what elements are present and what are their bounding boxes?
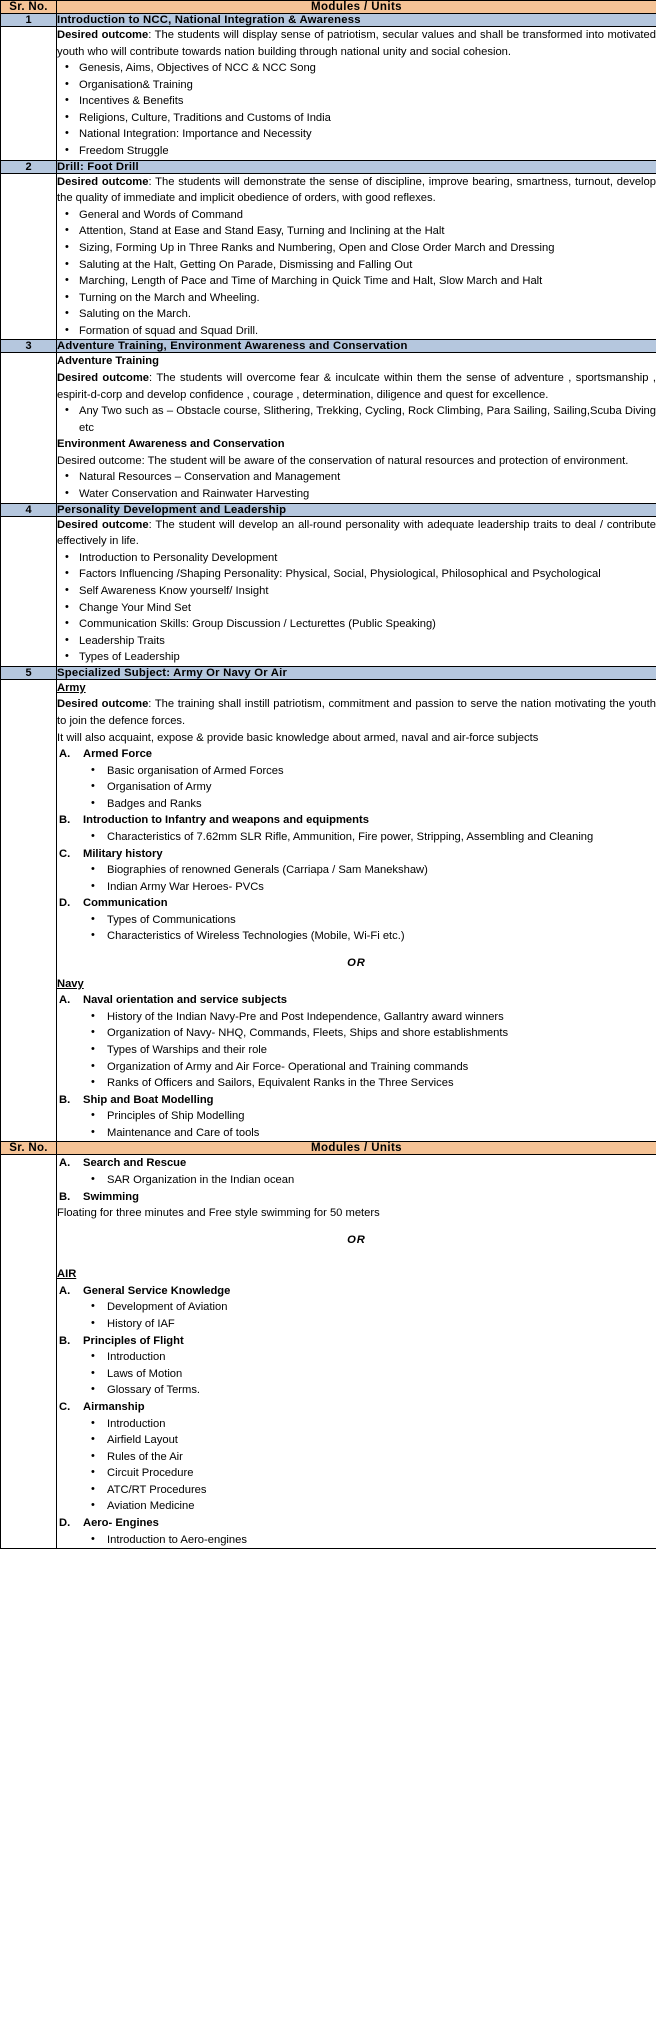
army-heading-wrap — [57, 680, 656, 697]
section-letter: B. — [59, 1093, 71, 1106]
air-section-a — [57, 1283, 656, 1333]
unit-body-row-5-cont — [1, 1155, 656, 1549]
section-letter: B. — [59, 1334, 71, 1347]
section-title: Ship and Boat Modelling — [83, 1093, 214, 1106]
army-desired-outcome — [57, 696, 656, 729]
air-section-b-bullets — [83, 1349, 656, 1399]
list-item: • Types of Leadership — [57, 649, 656, 666]
list-item: • Introduction to Personality Development — [57, 550, 656, 567]
unit-content-4 — [57, 516, 656, 666]
unit-title-4: Personality Development and Leadership — [57, 503, 656, 516]
header-sr-no: Sr. No. — [1, 1, 57, 14]
sub-heading-adventure-training: Adventure Training — [57, 355, 159, 368]
unit-title-5: Specialized Subject: Army Or Navy Or Air — [57, 666, 656, 679]
section-title: Search and Rescue — [83, 1157, 187, 1170]
list-item: • Saluting at the Halt, Getting On Parade, Dismissing and Falling Out — [57, 257, 656, 274]
army-extra-line: It will also acquaint, expose & provide basic knowledge about armed, naval and air-force subjects — [57, 731, 539, 744]
section-letter: D. — [59, 1516, 71, 1529]
unit-body-row-3 — [1, 353, 656, 503]
list-item: • Change Your Mind Set — [57, 600, 656, 617]
table-header-row-repeat — [1, 1142, 656, 1155]
table-header-row — [1, 1, 656, 14]
section-title: Naval orientation and service subjects — [83, 994, 287, 1007]
list-item: • Aviation Medicine — [83, 1498, 656, 1515]
unit-content-5-cont — [57, 1155, 656, 1549]
list-item: • Development of Aviation — [83, 1299, 656, 1316]
unit-title-row-3 — [1, 340, 656, 353]
header-sr-no-repeat: Sr. No. — [1, 1142, 57, 1155]
army-desired-text: : The training shall instill patriotism, commitment and passion to serve the nation motivating the youth to join the defence forces. — [57, 698, 656, 727]
sub-heading-environment-awareness: Environment Awareness and Conservation — [57, 438, 285, 451]
unit-title-row-2 — [1, 160, 656, 173]
army-sections — [57, 746, 656, 945]
spacer — [57, 1252, 656, 1266]
list-item: • SAR Organization in the Indian ocean — [83, 1172, 656, 1189]
header-modules-repeat: Modules / Units — [57, 1142, 656, 1155]
unit-number-5: 5 — [1, 666, 57, 679]
section-letter: D. — [59, 897, 71, 910]
list-item: • Incentives & Benefits — [57, 93, 656, 110]
list-item: • Genesis, Aims, Objectives of NCC & NCC Song — [57, 60, 656, 77]
section-title: General Service Knowledge — [83, 1284, 231, 1297]
list-item: • Leadership Traits — [57, 633, 656, 650]
desired-outcome-3a — [57, 370, 656, 403]
desired-outcome-1 — [57, 27, 656, 60]
list-item: • Introduction to Aero-engines — [83, 1532, 656, 1549]
unit-number-1: 1 — [1, 14, 57, 27]
unit-number-blank-5-cont — [1, 1155, 57, 1549]
desired-outcome-2 — [57, 174, 656, 207]
list-item: • Saluting on the March. — [57, 306, 656, 323]
list-item: • Factors Influencing /Shaping Personality: Physical, Social, Physiological, Philosophical and Psychological — [57, 566, 656, 583]
list-item: • Characteristics of 7.62mm SLR Rifle, Ammunition, Fire power, Stripping, Assembling and Cleaning — [83, 829, 656, 846]
desired-outcome-3b — [57, 453, 656, 470]
air-section-d-bullets — [83, 1532, 656, 1549]
navy-section-b-bullets — [83, 1108, 656, 1141]
air-heading-wrap — [57, 1266, 656, 1283]
army-section-a — [57, 746, 656, 812]
desired-outcome-4 — [57, 517, 656, 550]
navy-cont-section-b — [57, 1189, 656, 1206]
unit-number-blank-4 — [1, 516, 57, 666]
list-item: • Basic organisation of Armed Forces — [83, 763, 656, 780]
list-item: • Rules of the Air — [83, 1449, 656, 1466]
army-section-d-bullets — [83, 912, 656, 945]
air-section-b — [57, 1333, 656, 1399]
section-title: Airmanship — [83, 1400, 145, 1413]
list-item: • Freedom Struggle — [57, 143, 656, 160]
list-item: • Turning on the March and Wheeling. — [57, 290, 656, 307]
unit-title-2: Drill: Foot Drill — [57, 160, 656, 173]
air-section-c — [57, 1399, 656, 1515]
unit-number-blank-2 — [1, 173, 57, 340]
list-item: • History of IAF — [83, 1316, 656, 1333]
list-item: • History of the Indian Navy-Pre and Post Independence, Gallantry award winners — [83, 1009, 656, 1026]
navy-section-a-bullets — [83, 1009, 656, 1092]
unit-title-row-4 — [1, 503, 656, 516]
desired-outcome-label-4: Desired outcome — [57, 518, 149, 531]
section-title: Swimming — [83, 1190, 139, 1203]
unit-content-3 — [57, 353, 656, 503]
list-item: • Organisation& Training — [57, 77, 656, 94]
unit-number-blank-1 — [1, 27, 57, 161]
section-title: Aero- Engines — [83, 1516, 159, 1529]
navy-sections — [57, 992, 656, 1141]
navy-section-b — [57, 1092, 656, 1142]
list-item: • Introduction — [83, 1349, 656, 1366]
army-section-b-bullets — [83, 829, 656, 846]
list-item: • Glossary of Terms. — [83, 1382, 656, 1399]
desired-outcome-text-3b: : The student will be aware of the conservation of natural resources and protection of environment. — [141, 454, 629, 467]
list-item: • Organization of Navy- NHQ, Commands, Fleets, Ships and shore establishments — [83, 1025, 656, 1042]
list-item: • Types of Warships and their role — [83, 1042, 656, 1059]
army-section-d — [57, 895, 656, 945]
unit-bullets-3a — [57, 403, 656, 436]
navy-cont-sections — [57, 1155, 656, 1205]
section-letter: A. — [59, 994, 71, 1007]
section-title: Introduction to Infantry and weapons and equipments — [83, 814, 369, 827]
unit-content-5 — [57, 679, 656, 1142]
army-section-b — [57, 812, 656, 845]
unit-number-2: 2 — [1, 160, 57, 173]
unit-bullets-1 — [57, 60, 656, 159]
army-section-c-bullets — [83, 862, 656, 895]
air-heading: AIR — [57, 1268, 77, 1281]
section-letter: B. — [59, 1190, 71, 1203]
list-item: • Any Two such as – Obstacle course, Slithering, Trekking, Cycling, Rock Climbing, Para Sailing, Sailing,Scuba Diving etc — [57, 403, 656, 436]
section-title: Principles of Flight — [83, 1334, 184, 1347]
section-title: Military history — [83, 847, 163, 860]
list-item: • Sizing, Forming Up in Three Ranks and Numbering, Open and Close Order March and Dressing — [57, 240, 656, 257]
list-item: • Formation of squad and Squad Drill. — [57, 323, 656, 340]
list-item: • General and Words of Command — [57, 207, 656, 224]
list-item: • Types of Communications — [83, 912, 656, 929]
list-item: • ATC/RT Procedures — [83, 1482, 656, 1499]
unit-body-row-1 — [1, 27, 656, 161]
or-separator-army-navy: OR — [347, 957, 366, 970]
or-separator-navy-air: OR — [347, 1233, 366, 1246]
list-item: • Ranks of Officers and Sailors, Equivalent Ranks in the Three Services — [83, 1075, 656, 1092]
unit-bullets-2 — [57, 207, 656, 340]
air-section-c-bullets — [83, 1416, 656, 1515]
list-item: • Organisation of Army — [83, 779, 656, 796]
unit-number-blank-5 — [1, 679, 57, 1142]
unit-number-3: 3 — [1, 340, 57, 353]
desired-outcome-label-2: Desired outcome — [57, 175, 149, 188]
navy-heading-wrap — [57, 976, 656, 993]
section-letter: B. — [59, 814, 71, 827]
army-desired-label: Desired outcome — [57, 698, 149, 711]
unit-bullets-3b — [57, 469, 656, 502]
section-letter: A. — [59, 1157, 71, 1170]
list-item: • Communication Skills: Group Discussion / Lecturettes (Public Speaking) — [57, 616, 656, 633]
navy-cont-section-a — [57, 1155, 656, 1188]
list-item: • Laws of Motion — [83, 1366, 656, 1383]
list-item: • Introduction — [83, 1416, 656, 1433]
army-section-a-bullets — [83, 763, 656, 813]
unit-title-row-5 — [1, 666, 656, 679]
list-item: • Indian Army War Heroes- PVCs — [83, 879, 656, 896]
list-item: • Biographies of renowned Generals (Carriapa / Sam Manekshaw) — [83, 862, 656, 879]
desired-outcome-text-2: : The students will demonstrate the sense of discipline, improve bearing, smartness, turnout, develop the quality of immediate and implicit obedience of orders, with good reflexes. — [57, 175, 656, 205]
header-modules: Modules / Units — [57, 1, 656, 14]
air-section-a-bullets — [83, 1299, 656, 1332]
list-item: • National Integration: Importance and Necessity — [57, 126, 656, 143]
list-item: • Circuit Procedure — [83, 1465, 656, 1482]
desired-outcome-label-3a: Desired outcome — [57, 371, 150, 384]
unit-content-1 — [57, 27, 656, 161]
desired-outcome-label-3b: Desired outcome — [57, 454, 142, 467]
list-item: • Marching, Length of Pace and Time of Marching in Quick Time and Halt, Slow March and Halt — [57, 273, 656, 290]
navy-heading: Navy — [57, 977, 84, 990]
list-item: • Badges and Ranks — [83, 796, 656, 813]
desired-outcome-label-1: Desired outcome — [57, 29, 149, 41]
list-item: • Characteristics of Wireless Technologies (Mobile, Wi-Fi etc.) — [83, 928, 656, 945]
swimming-detail-line: Floating for three minutes and Free style swimming for 50 meters — [57, 1207, 380, 1220]
unit-number-blank-3 — [1, 353, 57, 503]
list-item: • Airfield Layout — [83, 1432, 656, 1449]
army-section-c — [57, 846, 656, 896]
unit-body-row-5 — [1, 679, 656, 1142]
section-title: Communication — [83, 897, 168, 910]
unit-body-row-2 — [1, 173, 656, 340]
list-item: • Attention, Stand at Ease and Stand Easy, Turning and Inclining at the Halt — [57, 223, 656, 240]
section-letter: A. — [59, 1284, 71, 1297]
desired-outcome-text-3a: : The students will overcome fear & inculcate within them the sense of adventure , sportsmanship , espirit-d-corp and develop confidence , courage , determination, diligence and quest for excellence. — [57, 371, 656, 401]
list-item: • Principles of Ship Modelling — [83, 1108, 656, 1125]
list-item: • Natural Resources – Conservation and Management — [57, 469, 656, 486]
section-letter: C. — [59, 847, 71, 860]
section-letter: A. — [59, 748, 71, 761]
desired-outcome-text-1: : The students will display sense of patriotism, secular values and shall be transformed into motivated youth who will contribute towards nation building through national unity and social cohesion. — [57, 29, 656, 58]
navy-cont-section-a-bullets — [83, 1172, 656, 1189]
air-section-d — [57, 1515, 656, 1548]
section-letter: C. — [59, 1400, 71, 1413]
air-sections — [57, 1283, 656, 1548]
unit-title-row-1 — [1, 14, 656, 27]
unit-bullets-4 — [57, 550, 656, 666]
unit-number-4: 4 — [1, 503, 57, 516]
army-heading: Army — [57, 681, 86, 694]
unit-title-3: Adventure Training, Environment Awareness and Conservation — [57, 340, 656, 353]
list-item: • Maintenance and Care of tools — [83, 1125, 656, 1142]
navy-section-a — [57, 992, 656, 1091]
list-item: • Self Awareness Know yourself/ Insight — [57, 583, 656, 600]
desired-outcome-text-4: : The student will develop an all-round personality with adequate leadership traits to deal / contribute effectively in life. — [57, 518, 656, 548]
list-item: • Water Conservation and Rainwater Harvesting — [57, 486, 656, 503]
list-item: • Organization of Army and Air Force- Operational and Training commands — [83, 1059, 656, 1076]
unit-content-2 — [57, 173, 656, 340]
unit-body-row-4 — [1, 516, 656, 666]
list-item: • Religions, Culture, Traditions and Customs of India — [57, 110, 656, 127]
section-title: Armed Force — [83, 748, 153, 761]
unit-title-1: Introduction to NCC, National Integration & Awareness — [57, 14, 656, 27]
